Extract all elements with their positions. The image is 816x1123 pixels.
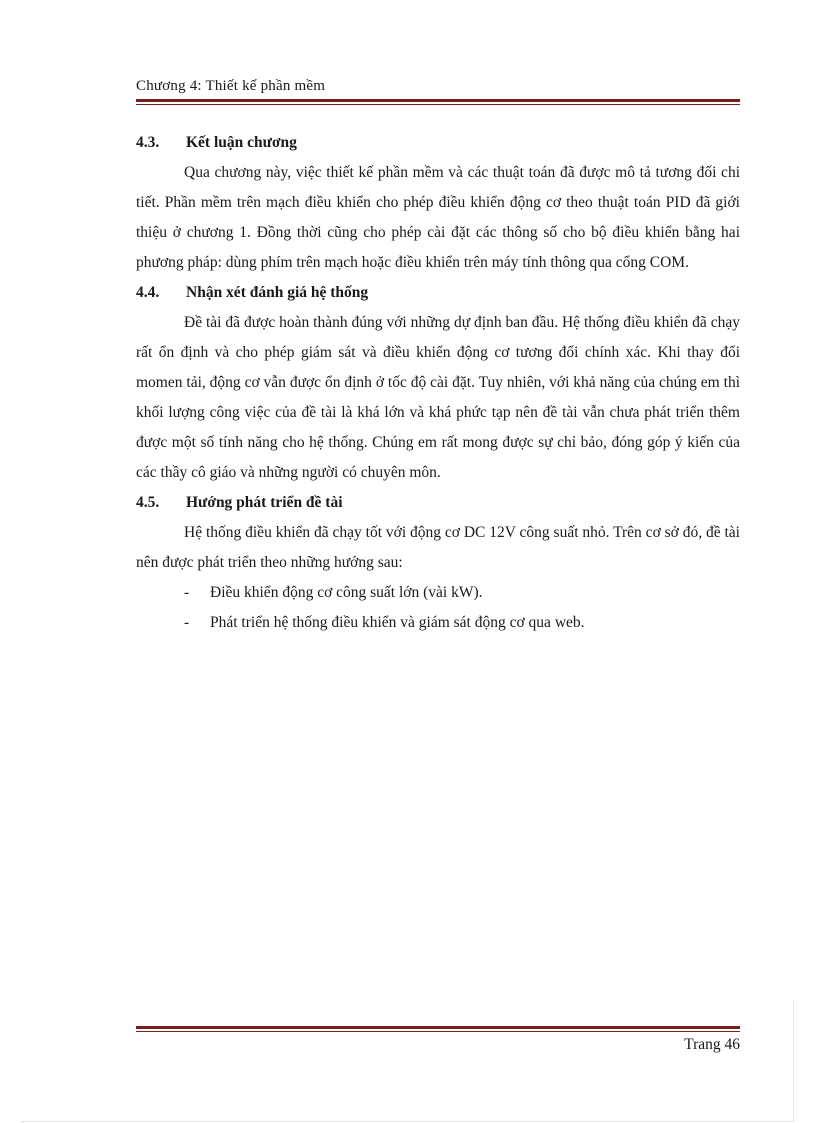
section-number: 4.5.: [136, 494, 160, 511]
list-marker: -: [184, 614, 190, 631]
running-header: Chương 4: Thiết kế phần mềm: [136, 78, 326, 94]
page-number: Trang 46: [684, 1036, 740, 1053]
list-item: [136, 608, 740, 638]
section-heading: [136, 488, 740, 518]
section-heading: [136, 128, 740, 158]
section-number: 4.3.: [136, 134, 160, 151]
section-heading: [136, 278, 740, 308]
section-title: Kết luận chương: [186, 134, 297, 151]
document-body: [136, 128, 740, 638]
paragraph: Đề tài đã được hoàn thành đúng với những dự định ban đầu. Hệ thống điều khiển đã chạy rất ổn định và cho phép giám sát và điều khiển động cơ tương đối chính xác. Khi thay đổi momen tải, động cơ vẫn được ổn định ở tốc độ cài đặt. Tuy nhiên, với khả năng của chúng em thì khối lượng công việc của đề tài là khá lớn và khá phức tạp nên đề tài vẫn chưa phát triển thêm được một số tính năng cho hệ thống. Chúng em rất mong được sự chỉ bảo, đóng góp ý kiến của các thầy cô giáo và những người có chuyên môn.: [136, 314, 740, 481]
page-edge-divider: [793, 1000, 794, 1121]
list-item-text: Phát triển hệ thống điều khiển và giám sát động cơ qua web.: [210, 614, 585, 631]
header-rule: [136, 99, 740, 105]
list-item-text: Điều khiển động cơ công suất lớn (vài kW).: [210, 584, 483, 601]
list-item: [136, 578, 740, 608]
paragraph: Hệ thống điều khiển đã chạy tốt với động cơ DC 12V công suất nhỏ. Trên cơ sở đó, đề tài nên được phát triển theo những hướng sau:: [136, 524, 740, 571]
section-title: Hướng phát triển đề tài: [186, 494, 343, 511]
paragraph: Qua chương này, việc thiết kế phần mềm và các thuật toán đã được mô tả tương đối chi tiết. Phần mềm trên mạch điều khiển cho phép điều khiển động cơ theo thuật toán PID đã giới thiệu ở chương 1. Đồng thời cũng cho phép cài đặt các thông số cho bộ điều khiển bằng hai phương pháp: dùng phím trên mạch hoặc điều khiển trên máy tính thông qua cổng COM.: [136, 164, 740, 271]
section-title: Nhận xét đánh giá hệ thống: [186, 284, 369, 301]
section-number: 4.4.: [136, 284, 160, 301]
footer-rule: [136, 1026, 740, 1032]
list-marker: -: [184, 584, 190, 601]
page-edge-divider: [22, 1121, 794, 1122]
